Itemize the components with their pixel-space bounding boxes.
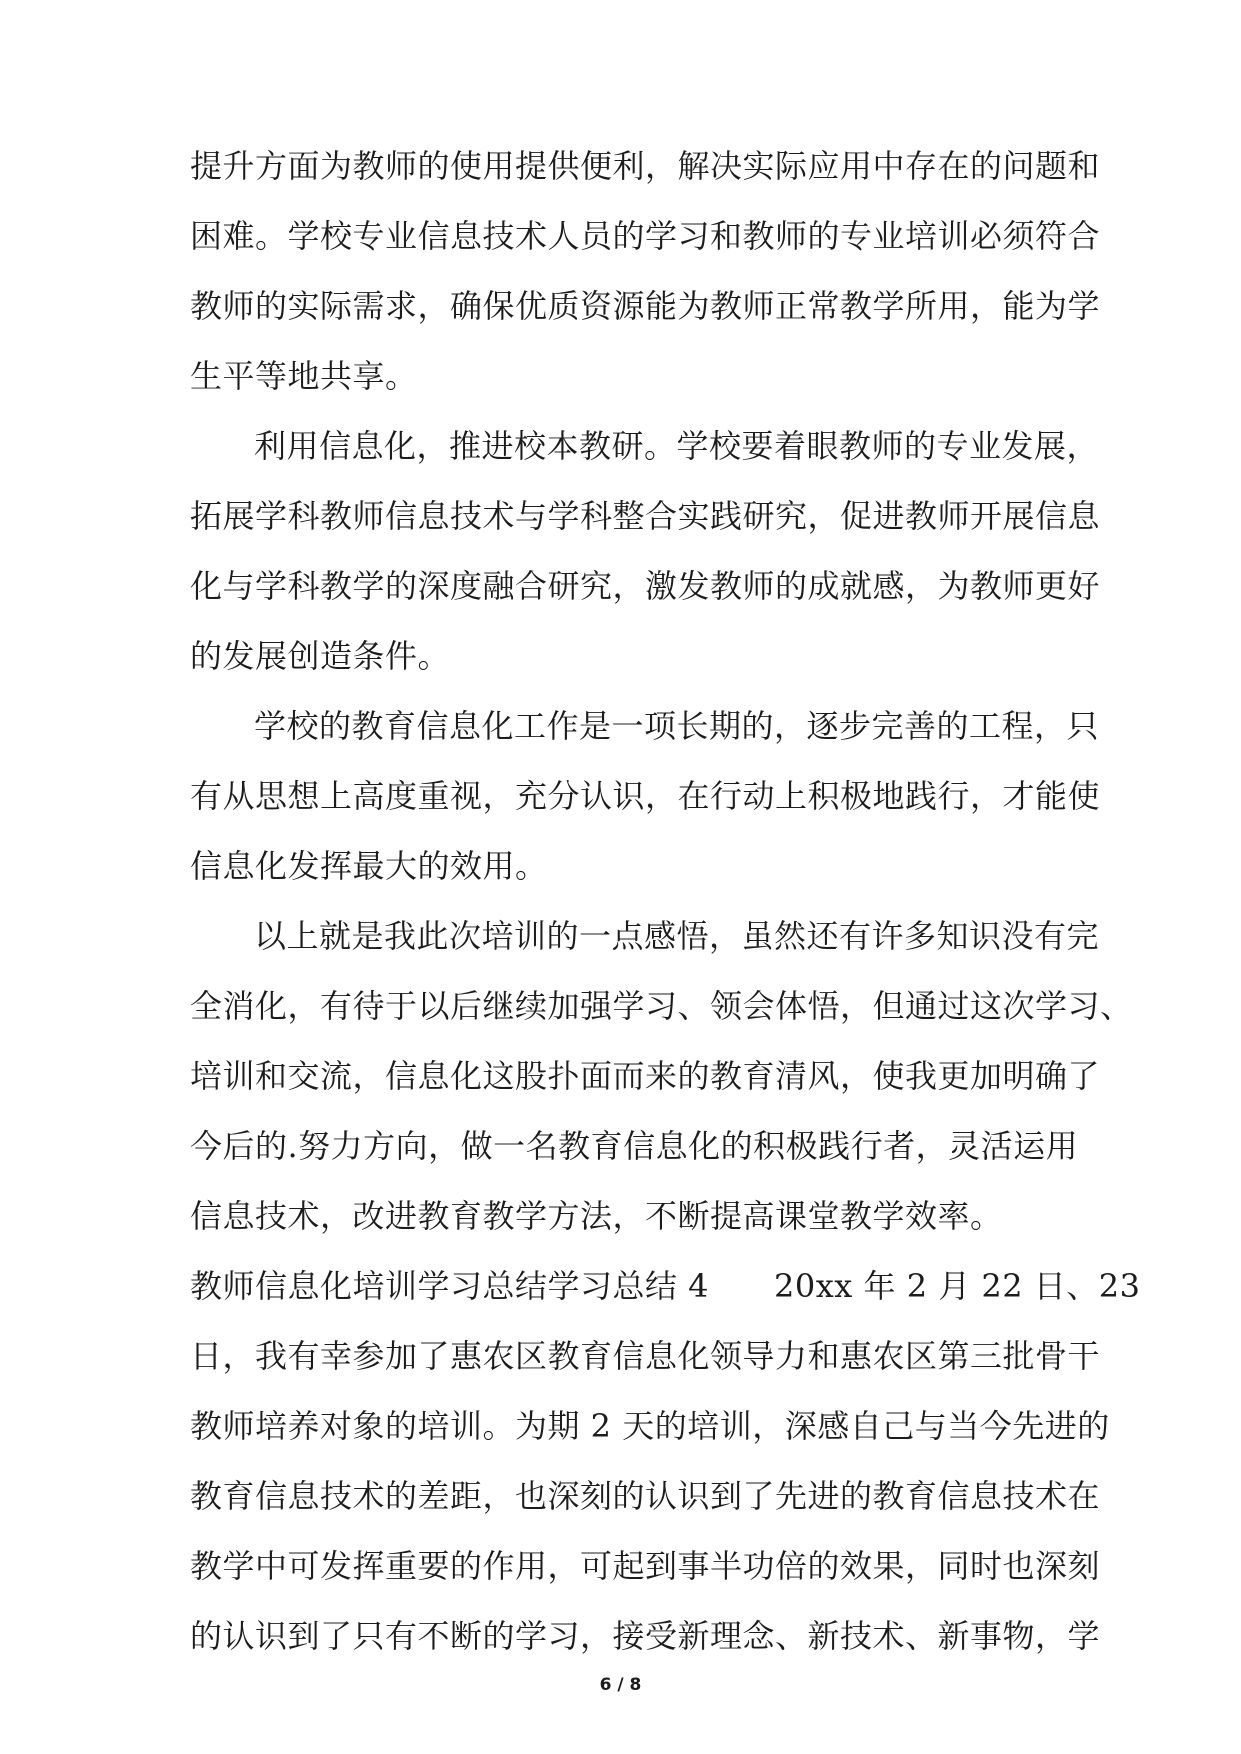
- text-line: 生平等地共享。: [190, 357, 418, 395]
- text-line: 困难。学校专业信息技术人员的学习和教师的专业培训必须符合: [190, 217, 1101, 255]
- text-line: 拓展学科教师信息技术与学科整合实践研究，促进教师开展信息: [190, 497, 1101, 535]
- text-line: 的认识到了只有不断的学习，接受新理念、新技术、新事物，学: [190, 1617, 1101, 1655]
- text-line: 学校的教育信息化工作是一项长期的，逐步完善的工程，只: [254, 707, 1100, 745]
- text-line: 信息化发挥最大的效用。: [190, 847, 548, 885]
- text-line: 日，我有幸参加了惠农区教育信息化领导力和惠农区第三批骨干: [190, 1337, 1101, 1375]
- text-line: 利用信息化，推进校本教研。学校要着眼教师的专业发展，: [254, 427, 1100, 465]
- text-line: 的发展创造条件。: [190, 637, 451, 675]
- text-line: 教育信息技术的差距，也深刻的认识到了先进的教育信息技术在: [190, 1477, 1101, 1515]
- text-line: 有从思想上高度重视，充分认识，在行动上积极地践行，才能使: [190, 777, 1101, 815]
- text-line: 培训和交流，信息化这股扑面而来的教育清风，使我更加明确了: [190, 1057, 1101, 1095]
- page-number: 6 / 8: [599, 1675, 642, 1695]
- section-heading-line: 教师信息化培训学习总结学习总结 4 20xx 年 2 月 22 日、23: [190, 1267, 1141, 1305]
- text-line: 以上就是我此次培训的一点感悟，虽然还有许多知识没有完: [254, 917, 1100, 955]
- text-line: 化与学科教学的深度融合研究，激发教师的成就感，为教师更好: [190, 567, 1101, 605]
- text-line: 提升方面为教师的使用提供便利，解决实际应用中存在的问题和: [190, 147, 1101, 185]
- text-line: 信息技术，改进教育教学方法，不断提高课堂教学效率。: [190, 1197, 1003, 1235]
- text-line: 教师的实际需求，确保优质资源能为教师正常教学所用，能为学: [190, 287, 1101, 325]
- text-line: 教学中可发挥重要的作用，可起到事半功倍的效果，同时也深刻: [190, 1547, 1101, 1585]
- text-line: 今后的.努力方向，做一名教育信息化的积极践行者，灵活运用: [190, 1127, 1079, 1165]
- text-line: 全消化，有待于以后继续加强学习、领会体悟，但通过这次学习、: [190, 987, 1133, 1025]
- text-line: 教师培养对象的培训。为期 2 天的培训，深感自己与当今先进的: [190, 1407, 1110, 1445]
